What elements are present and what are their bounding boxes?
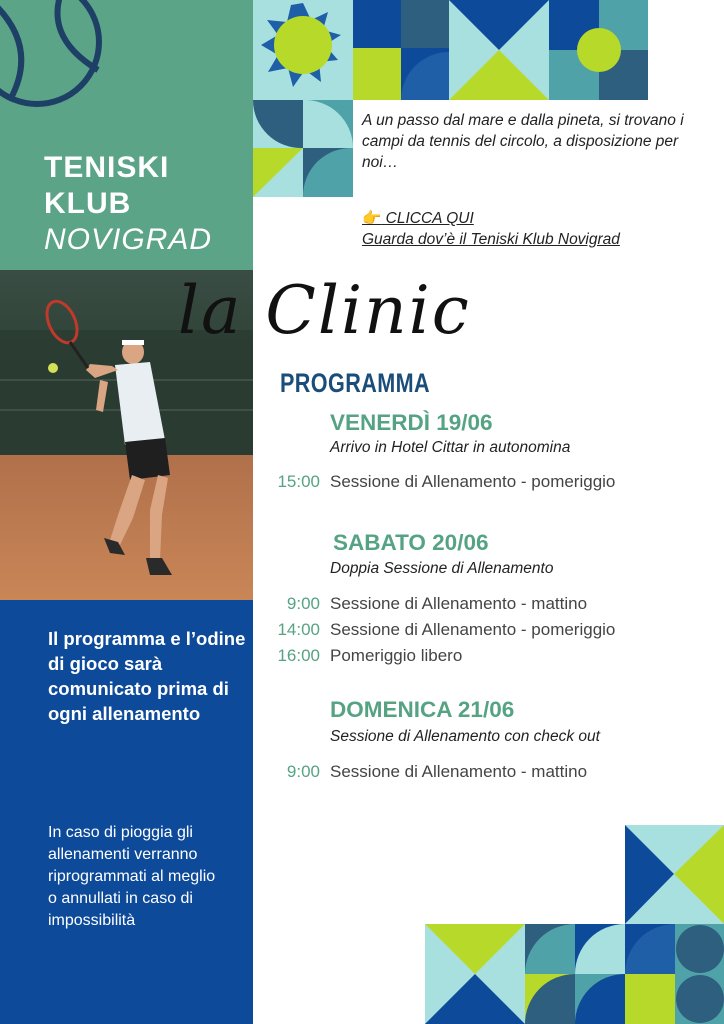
decorative-pattern-bottom bbox=[425, 825, 724, 1024]
schedule-row bbox=[270, 620, 710, 640]
schedule-time: 15:00 bbox=[277, 472, 320, 491]
club-name-line1: TENISKI bbox=[44, 151, 170, 184]
info-panel bbox=[0, 600, 253, 1024]
pointing-hand-icon: 👉 bbox=[362, 210, 382, 227]
page-title: la Clinic bbox=[178, 272, 471, 349]
schedule-text: Sessione di Allenamento - mattino bbox=[330, 762, 588, 781]
schedule-time: 9:00 bbox=[286, 762, 320, 781]
schedule-time: 9:00 bbox=[286, 594, 320, 613]
schedule-row bbox=[270, 646, 710, 666]
schedule-text: Pomeriggio libero bbox=[330, 646, 463, 665]
tennis-ball-icon bbox=[0, 0, 105, 110]
schedule-time: 14:00 bbox=[277, 620, 320, 639]
schedule-row bbox=[270, 762, 710, 782]
day-subtitle-saturday: Doppia Sessione di Allenamento bbox=[330, 560, 554, 577]
day-title-saturday: SABATO 20/06 bbox=[333, 530, 489, 555]
day-title-sunday: DOMENICA 21/06 bbox=[330, 697, 515, 722]
schedule-row bbox=[270, 594, 710, 614]
schedule-text: Sessione di Allenamento - mattino bbox=[330, 594, 588, 613]
map-link-label[interactable]: CLICCA QUI bbox=[385, 210, 474, 227]
tagline-text: A un passo dal mare e dalla pineta, si trovano i campi da tennis del circolo, a disposizione per noi… bbox=[362, 112, 684, 171]
day-title-friday: VENERDÌ 19/06 bbox=[330, 410, 493, 435]
rain-notice: In caso di pioggia gli allenamenti verranno riprogrammati al meglio o annullati in caso di impossibilità bbox=[48, 824, 216, 929]
program-notice: Il programma e l’odine di gioco sarà comunicato prima di ogni allenamento bbox=[48, 628, 246, 724]
day-subtitle-friday: Arrivo in Hotel Cittar in autonomina bbox=[330, 439, 571, 456]
schedule-time: 16:00 bbox=[277, 646, 320, 665]
club-name-line3: NOVIGRAD bbox=[44, 223, 213, 256]
map-link-text[interactable]: Guarda dov’è il Teniski Klub Novigrad bbox=[362, 231, 620, 248]
club-name-line2: KLUB bbox=[44, 187, 132, 220]
map-link[interactable] bbox=[362, 208, 702, 250]
schedule-text: Sessione di Allenamento - pomeriggio bbox=[330, 620, 616, 639]
club-name bbox=[44, 150, 212, 258]
club-header-panel bbox=[0, 0, 253, 270]
program-heading: PROGRAMMA bbox=[280, 368, 430, 398]
schedule-text: Sessione di Allenamento - pomeriggio bbox=[330, 472, 616, 491]
schedule-row bbox=[270, 472, 710, 492]
map-link-label-row[interactable] bbox=[362, 208, 702, 229]
day-subtitle-sunday: Sessione di Allenamento con check out bbox=[330, 728, 600, 745]
